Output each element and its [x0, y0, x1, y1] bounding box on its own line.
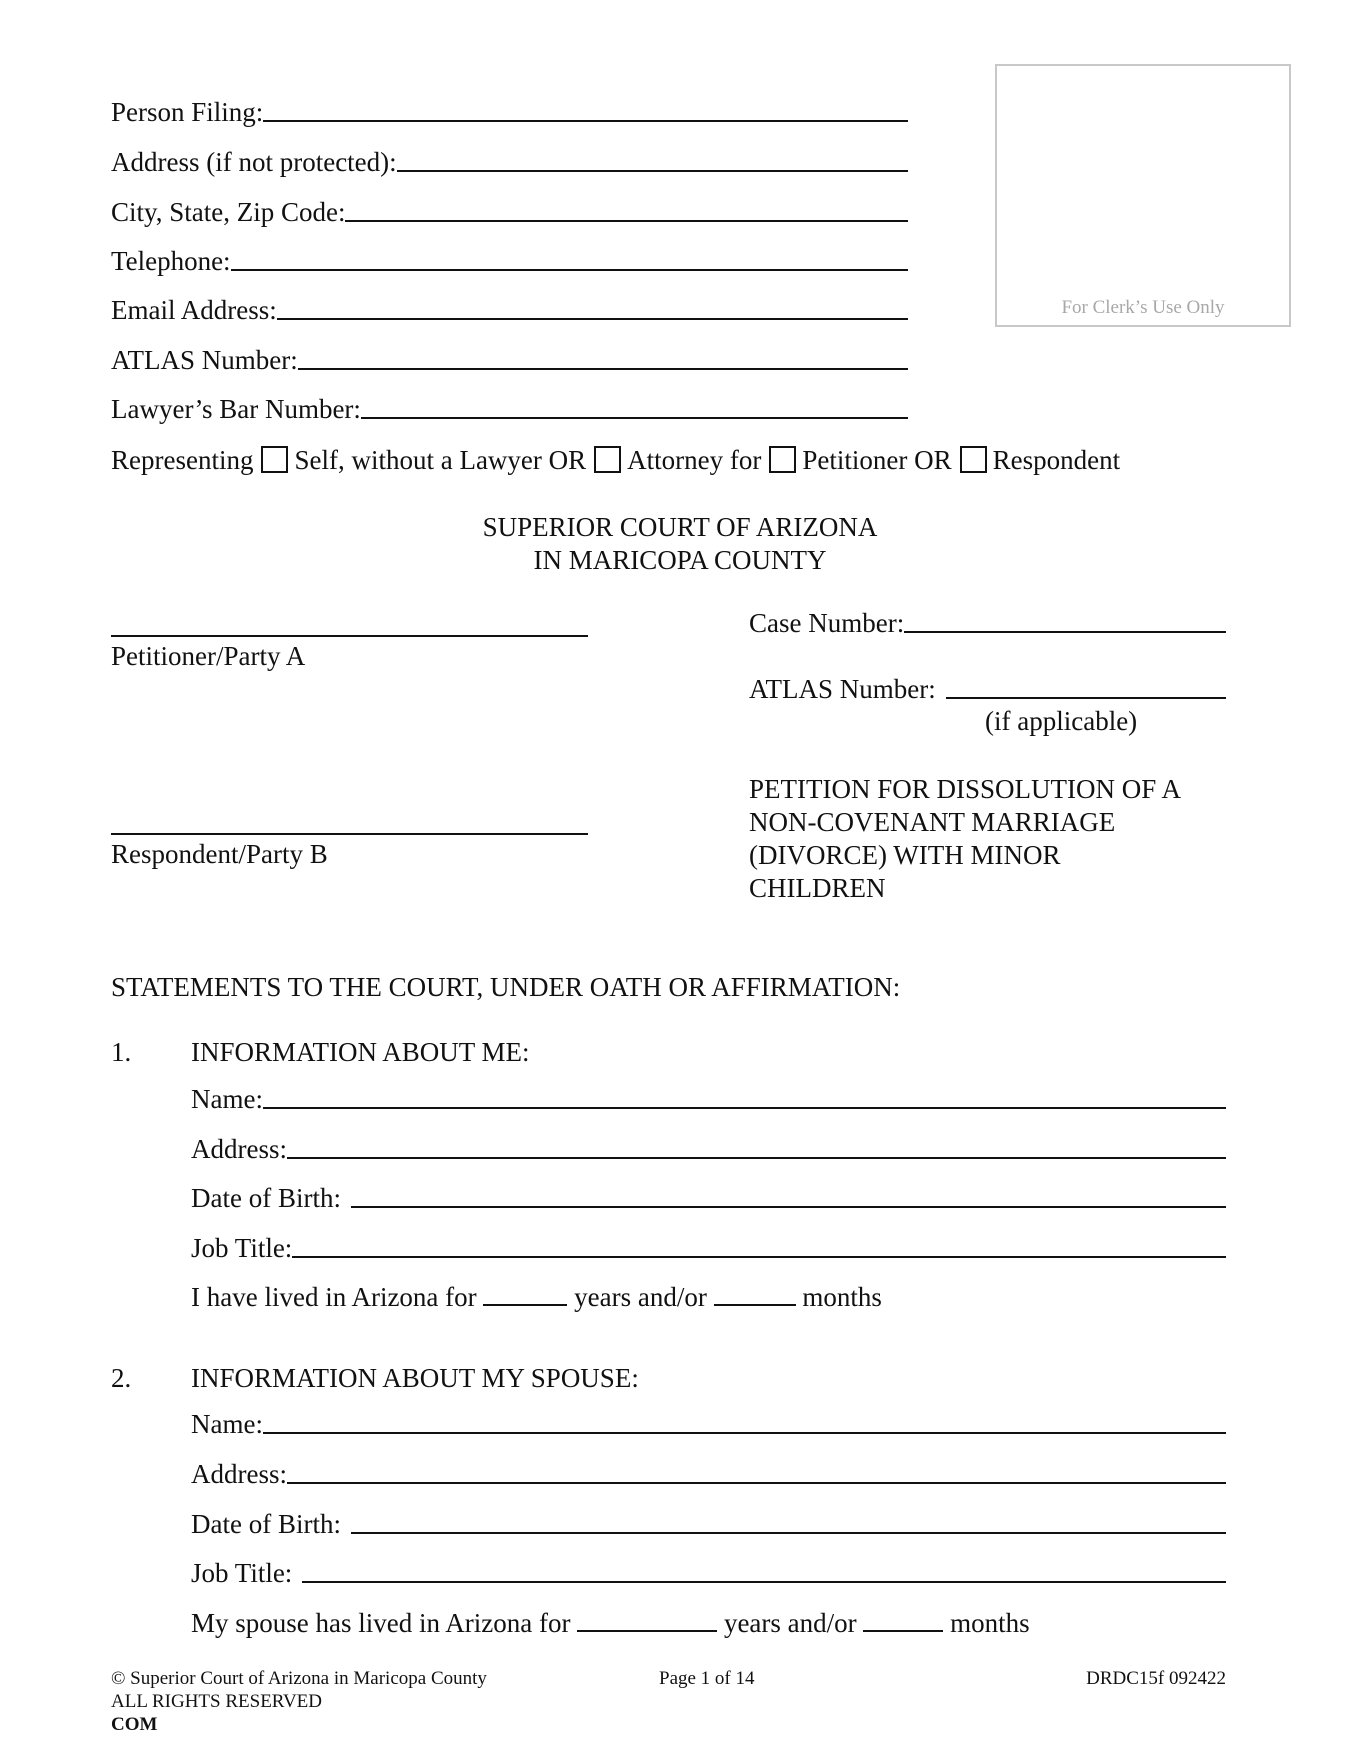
case-number-line[interactable]	[904, 631, 1226, 633]
me-dob-field[interactable]	[191, 1182, 1226, 1214]
spouse-dob-line[interactable]	[351, 1532, 1226, 1534]
petition-title-line-3: (DIVORCE) WITH MINOR	[749, 840, 1061, 870]
address-field[interactable]	[111, 146, 908, 178]
me-months-blank[interactable]	[714, 1282, 796, 1306]
party-a-label: Petitioner/Party A	[111, 641, 306, 671]
me-years-blank[interactable]	[483, 1282, 567, 1306]
case-number-field[interactable]	[749, 607, 1226, 639]
attorney-option-label: Attorney for	[627, 445, 762, 475]
spouse-dob-label: Date of Birth:	[191, 1509, 341, 1539]
city-state-zip-label: City, State, Zip Code:	[111, 197, 346, 227]
spouse-years-text: years and/or	[723, 1608, 857, 1638]
petition-title-line-1: PETITION FOR DISSOLUTION OF A	[749, 774, 1182, 804]
party-b-line[interactable]	[111, 833, 588, 835]
spouse-months-blank[interactable]	[863, 1608, 943, 1632]
me-residency-prefix: I have lived in Arizona for	[191, 1282, 477, 1312]
representing-row	[111, 444, 1120, 476]
case-atlas-field[interactable]	[749, 673, 1226, 705]
telephone-field[interactable]	[111, 245, 908, 277]
section-1-number: 1.	[111, 1037, 132, 1067]
me-name-line[interactable]	[263, 1107, 1226, 1109]
me-name-field[interactable]	[191, 1083, 1226, 1115]
me-dob-label: Date of Birth:	[191, 1183, 341, 1213]
spouse-job-line[interactable]	[302, 1581, 1226, 1583]
me-job-line[interactable]	[292, 1256, 1226, 1258]
email-label: Email Address:	[111, 295, 277, 325]
address-line[interactable]	[397, 170, 908, 172]
footer-form-id: DRDC15f 092422	[1086, 1668, 1226, 1689]
case-number-label: Case Number:	[749, 608, 905, 638]
court-county: IN MARICOPA COUNTY	[533, 545, 827, 575]
self-checkbox[interactable]	[261, 446, 288, 473]
section-2-title: INFORMATION ABOUT MY SPOUSE:	[191, 1363, 639, 1393]
petition-title-line-2: NON-COVENANT MARRIAGE	[749, 807, 1116, 837]
party-a-line[interactable]	[111, 635, 588, 637]
spouse-residency-row	[191, 1607, 1030, 1639]
person-filing-line[interactable]	[263, 120, 908, 122]
city-state-zip-field[interactable]	[111, 196, 908, 228]
me-job-label: Job Title:	[191, 1233, 293, 1263]
footer-page-number: Page 1 of 14	[659, 1668, 755, 1689]
me-months-text: months	[802, 1282, 882, 1312]
bar-number-field[interactable]	[111, 393, 908, 425]
spouse-job-field[interactable]	[191, 1557, 1226, 1589]
statements-heading: STATEMENTS TO THE COURT, UNDER OATH OR AFFIRMATION:	[111, 972, 901, 1002]
me-name-label: Name:	[191, 1084, 263, 1114]
clerk-use-label: For Clerk’s Use Only	[1061, 297, 1225, 318]
court-name: SUPERIOR COURT OF ARIZONA	[482, 512, 878, 542]
respondent-option-label: Respondent	[992, 445, 1121, 475]
spouse-address-label: Address:	[191, 1459, 287, 1489]
address-label: Address (if not protected):	[111, 147, 397, 177]
spouse-name-line[interactable]	[263, 1432, 1226, 1434]
me-address-field[interactable]	[191, 1133, 1226, 1165]
attorney-checkbox[interactable]	[594, 446, 621, 473]
section-2-number: 2.	[111, 1363, 132, 1393]
spouse-months-text: months	[950, 1608, 1030, 1638]
petitioner-option-label: Petitioner OR	[802, 445, 952, 475]
person-filing-field[interactable]	[111, 96, 908, 128]
bar-number-label: Lawyer’s Bar Number:	[111, 394, 361, 424]
me-address-label: Address:	[191, 1134, 287, 1164]
self-option-label: Self, without a Lawyer OR	[294, 445, 587, 475]
case-atlas-label: ATLAS Number:	[749, 674, 936, 704]
spouse-address-field[interactable]	[191, 1458, 1226, 1490]
email-line[interactable]	[277, 318, 908, 320]
city-state-zip-line[interactable]	[345, 220, 908, 222]
spouse-name-field[interactable]	[191, 1408, 1226, 1440]
spouse-name-label: Name:	[191, 1409, 263, 1439]
me-years-text: years and/or	[574, 1282, 707, 1312]
me-job-field[interactable]	[191, 1232, 1226, 1264]
petition-title-line-4: CHILDREN	[749, 873, 886, 903]
party-b-label: Respondent/Party B	[111, 839, 328, 869]
atlas-number-label: ATLAS Number:	[111, 345, 298, 375]
telephone-line[interactable]	[231, 269, 908, 271]
footer-rights: ALL RIGHTS RESERVED	[111, 1691, 322, 1712]
if-applicable-note: (if applicable)	[985, 706, 1138, 736]
telephone-label: Telephone:	[111, 246, 231, 276]
spouse-job-label: Job Title:	[191, 1558, 293, 1588]
email-field[interactable]	[111, 294, 908, 326]
representing-label: Representing	[111, 445, 254, 475]
spouse-residency-prefix: My spouse has lived in Arizona for	[191, 1608, 571, 1638]
spouse-years-blank[interactable]	[577, 1608, 717, 1632]
footer-code: COM	[111, 1714, 158, 1735]
spouse-address-line[interactable]	[287, 1482, 1226, 1484]
me-residency-row	[191, 1281, 882, 1313]
me-address-line[interactable]	[287, 1157, 1226, 1159]
petitioner-checkbox[interactable]	[769, 446, 796, 473]
atlas-number-line[interactable]	[298, 368, 908, 370]
spouse-dob-field[interactable]	[191, 1508, 1226, 1540]
section-1-title: INFORMATION ABOUT ME:	[191, 1037, 530, 1067]
person-filing-label: Person Filing:	[111, 97, 264, 127]
bar-number-line[interactable]	[361, 417, 908, 419]
atlas-number-field[interactable]	[111, 344, 908, 376]
me-dob-line[interactable]	[351, 1206, 1226, 1208]
footer-copyright: © Superior Court of Arizona in Maricopa County	[111, 1668, 487, 1689]
case-atlas-line[interactable]	[946, 697, 1226, 699]
clerk-use-box	[995, 64, 1291, 327]
respondent-checkbox[interactable]	[960, 446, 987, 473]
